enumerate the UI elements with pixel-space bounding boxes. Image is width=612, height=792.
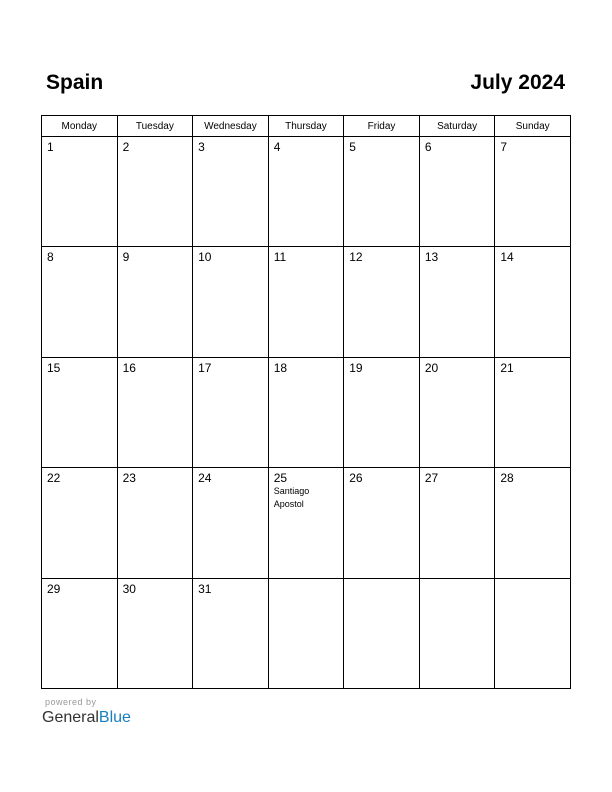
day-number: 29 (47, 581, 61, 596)
week-row (42, 578, 571, 688)
day-cell-empty (344, 578, 420, 688)
day-number: 16 (122, 360, 136, 375)
weekday-header: Saturday (419, 116, 495, 137)
day-number: 10 (198, 250, 212, 265)
day-cell-empty (495, 578, 571, 688)
holiday-label: Santiago (273, 486, 310, 497)
day-cell (42, 247, 118, 357)
week-row (42, 468, 571, 578)
day-cell (268, 357, 344, 467)
day-cell (42, 468, 118, 578)
day-number (495, 579, 570, 582)
day-cell (42, 357, 118, 467)
day-number: 27 (424, 471, 439, 486)
day-cell (344, 247, 420, 357)
day-cell (419, 357, 495, 467)
day-cell (268, 247, 344, 357)
day-cell-empty (419, 578, 495, 688)
day-number: 14 (500, 250, 514, 265)
weekday-header: Monday (42, 116, 118, 137)
week-row (42, 247, 571, 357)
month-title: July 2024 (470, 71, 565, 94)
day-cell-empty (268, 578, 344, 688)
day-number (420, 579, 495, 582)
weekday-header: Tuesday (117, 116, 193, 137)
weekday-header-row (42, 116, 571, 137)
day-cell (117, 247, 193, 357)
day-number: 5 (349, 140, 356, 154)
day-cell (495, 137, 571, 247)
day-number: 13 (424, 250, 439, 265)
powered-by-text: powered by (45, 697, 97, 707)
day-cell (117, 357, 193, 467)
day-number: 17 (198, 360, 212, 375)
day-number: 2 (122, 140, 130, 154)
day-number: 31 (198, 581, 212, 596)
day-number: 26 (349, 471, 363, 486)
day-number: 20 (424, 360, 439, 375)
day-cell (117, 137, 193, 247)
day-number: 1 (47, 140, 54, 154)
day-cell (193, 468, 269, 578)
day-cell (193, 137, 269, 247)
day-cell (419, 247, 495, 357)
day-cell (193, 357, 269, 467)
day-number: 15 (47, 360, 61, 375)
weekday-header: Wednesday (193, 116, 269, 137)
day-cell (42, 578, 118, 688)
day-cell (419, 468, 495, 578)
day-number: 4 (273, 140, 281, 154)
day-cell (117, 578, 193, 688)
generalblue-logo[interactable] (42, 708, 131, 728)
day-number (344, 579, 419, 582)
logo-text-blue: Blue (98, 709, 131, 726)
day-cell (344, 357, 420, 467)
day-number (269, 579, 344, 582)
day-cell (344, 137, 420, 247)
day-number: 7 (500, 140, 508, 154)
day-number: 3 (198, 140, 205, 154)
day-cell (495, 468, 571, 578)
day-number: 6 (424, 140, 432, 154)
day-number: 28 (500, 471, 514, 486)
holiday-label: Apostol (273, 499, 304, 510)
calendar-grid (41, 115, 571, 689)
day-cell (495, 357, 571, 467)
day-cell (268, 137, 344, 247)
day-number: 8 (47, 250, 54, 265)
weekday-header: Sunday (495, 116, 571, 137)
day-number: 25 (273, 471, 288, 486)
day-number: 23 (122, 471, 136, 486)
week-row (42, 137, 571, 247)
day-cell (117, 468, 193, 578)
day-cell (419, 137, 495, 247)
day-number: 21 (500, 360, 514, 375)
week-row (42, 357, 571, 467)
day-cell (193, 578, 269, 688)
day-number: 30 (122, 581, 136, 596)
day-number: 22 (47, 471, 61, 486)
day-number: 12 (349, 250, 363, 265)
logo-text-general: General (42, 709, 99, 726)
day-number: 11 (273, 250, 287, 265)
day-number: 18 (273, 360, 288, 375)
day-cell (344, 468, 420, 578)
day-number: 9 (122, 250, 130, 265)
day-cell-holiday (268, 468, 344, 578)
day-cell (193, 247, 269, 357)
weekday-header: Thursday (268, 116, 344, 137)
country-title: Spain (46, 71, 104, 94)
day-cell (42, 137, 118, 247)
day-number: 24 (198, 471, 212, 486)
day-number: 19 (349, 360, 363, 375)
day-cell (495, 247, 571, 357)
weekday-header: Friday (344, 116, 420, 137)
